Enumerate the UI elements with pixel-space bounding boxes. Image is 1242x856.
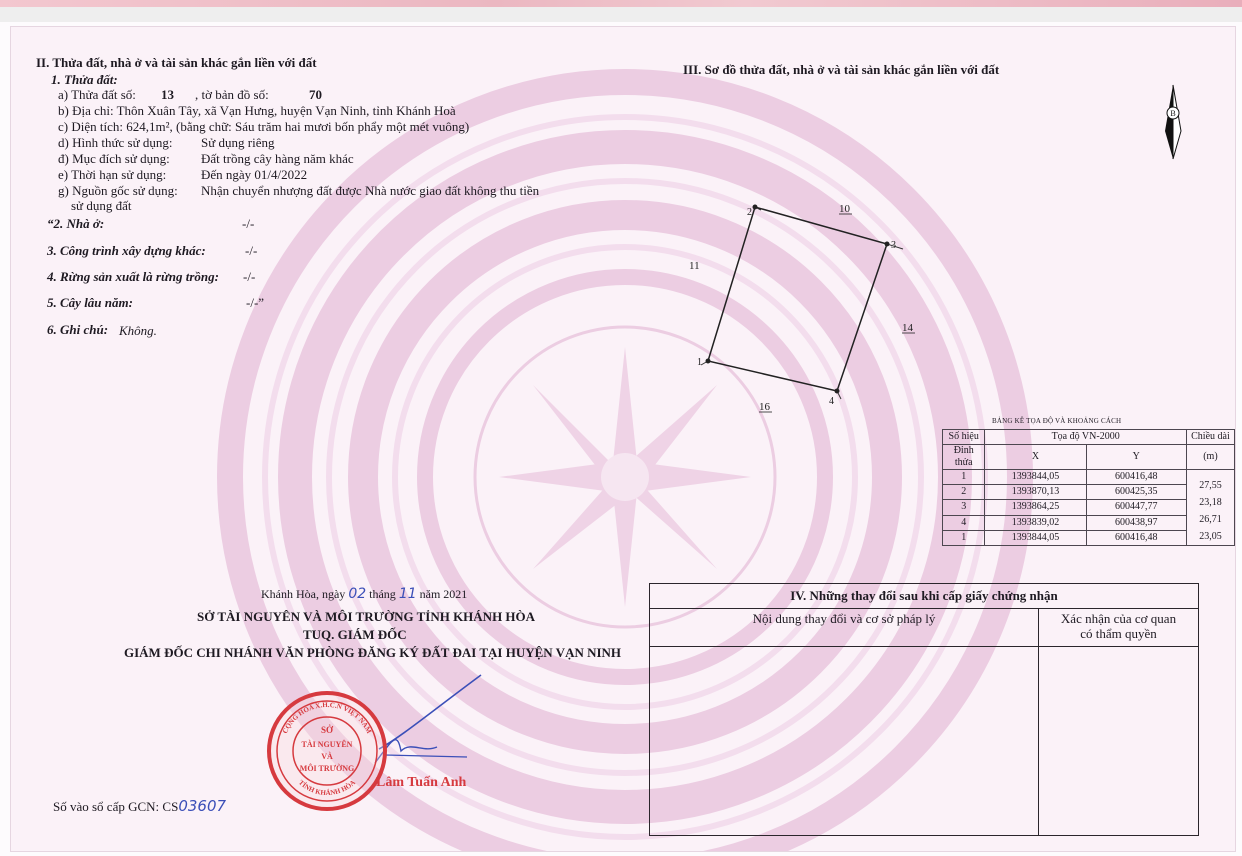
point-label-1: 1 <box>697 357 702 368</box>
coords-cell-x: 1393864,25 <box>985 500 1086 515</box>
coords-caption: BẢNG KÊ TỌA ĐỘ VÀ KHOẢNG CÁCH <box>992 417 1122 425</box>
coords-cell-y: 600416,48 <box>1086 530 1186 545</box>
use-form-value: Sử dụng riêng <box>201 135 275 150</box>
note-value: Không. <box>119 323 157 338</box>
forest-label: 4. Rừng sản xuất là rừng trồng: <box>47 269 219 284</box>
origin-label: g) Nguồn gốc sử dụng: <box>58 183 178 198</box>
point-label-2: 2 <box>747 207 752 218</box>
seal-line-3: VÀ <box>321 752 333 761</box>
coords-cell-y: 600438,97 <box>1086 515 1186 530</box>
coords-cell-point: 2 <box>943 485 985 500</box>
signer-name: Lâm Tuấn Anh <box>376 775 467 790</box>
point-label-4: 4 <box>829 396 834 407</box>
coords-cell-y: 600416,48 <box>1086 470 1186 485</box>
changes-header-confirm-line-1: Xác nhận của cơ quan <box>1060 611 1177 626</box>
parcel-diagram <box>651 55 1211 425</box>
top-edge-strip <box>0 0 1242 7</box>
use-form-label: d) Hình thức sử dụng: <box>58 135 173 150</box>
registry-number <box>53 799 226 814</box>
official-seal <box>265 689 389 813</box>
top-edge <box>0 0 1242 22</box>
coords-cell-x: 1393844,05 <box>985 470 1086 485</box>
changes-header-confirm <box>1039 609 1199 647</box>
coords-header-x: X <box>985 445 1086 470</box>
coords-lengths-cell <box>1186 470 1234 546</box>
adjacent-parcel-11: 11 <box>689 260 700 272</box>
use-purpose-label: đ) Mục đích sử dụng: <box>58 151 170 166</box>
section-3-title: III. Sơ đồ thửa đất, nhà ở và tài sản khác gắn liền với đất <box>683 62 1000 77</box>
parcel-number: 13 <box>161 87 174 102</box>
signature-mark <box>371 667 511 767</box>
construction-label: 3. Công trình xây dựng khác: <box>47 243 206 258</box>
changes-confirm-cell <box>1039 647 1199 836</box>
section-2-title: II. Thửa đất, nhà ở và tài sản khác gắn liền với đất <box>36 55 317 70</box>
north-label: B <box>1170 109 1176 118</box>
director-title: GIÁM ĐỐC CHI NHÁNH VĂN PHÒNG ĐĂNG KÝ ĐẤT ĐAI TẠI HUYỆN VẠN NINH <box>124 645 622 660</box>
coords-cell-point: 3 <box>943 500 985 515</box>
adjacent-parcel-14: 14 <box>902 322 913 334</box>
use-purpose-value: Đất trồng cây hàng năm khác <box>201 151 354 166</box>
coords-cell-x: 1393844,05 <box>985 530 1086 545</box>
coords-cell-point: 1 <box>943 470 985 485</box>
seal-line-1: SỞ <box>320 725 334 735</box>
signing-date <box>261 587 467 601</box>
parcel-outline <box>708 207 887 391</box>
use-term-value: Đến ngày 01/4/2022 <box>201 167 308 182</box>
length-2-3: 23,18 <box>1199 497 1222 508</box>
changes-header-content-label: Nội dung thay đổi và cơ sở pháp lý <box>752 611 936 626</box>
date-month: 11 <box>398 586 417 602</box>
registry-label: Số vào sổ cấp GCN: CS <box>53 799 179 814</box>
coordinates-table <box>942 429 1235 546</box>
origin-value-cont: sử dụng đất <box>71 198 132 213</box>
coords-cell-point: 1 <box>943 530 985 545</box>
seal-bottom-text: TỈNH KHÁNH HÒA <box>296 778 358 798</box>
land-heading: 1. Thửa đất: <box>51 72 118 87</box>
origin-value: Nhận chuyển nhượng đất được Nhà nước giao đất không thu tiền <box>201 183 540 198</box>
coords-cell-point: 4 <box>943 515 985 530</box>
tuq-title: TUQ. GIÁM ĐỐC <box>303 627 407 642</box>
area-line: c) Diện tích: 624,1m², (bằng chữ: Sáu trăm hai mươi bốn phẩy một mét vuông) <box>58 119 470 134</box>
seal-ring-text: CỘNG HÒA X.H.C.N VIỆT NAM <box>280 700 374 735</box>
note-label: 6. Ghi chú: <box>47 322 109 337</box>
north-arrow-icon <box>1165 85 1181 159</box>
use-term-label: e) Thời hạn sử dụng: <box>58 167 167 182</box>
perennial-value: -/-” <box>246 295 265 310</box>
issuing-org: SỞ TÀI NGUYÊN VÀ MÔI TRƯỜNG TỈNH KHÁNH HÒA <box>197 609 536 624</box>
map-sheet-number: 70 <box>309 87 322 102</box>
coords-cell-x: 1393870,13 <box>985 485 1086 500</box>
forest-value: -/- <box>243 269 256 284</box>
section-4-title: IV. Những thay đổi sau khi cấp giấy chứng nhận <box>650 584 1199 609</box>
coords-cell-y: 600425,35 <box>1086 485 1186 500</box>
date-year: năm 2021 <box>419 587 468 601</box>
length-4-1: 23,05 <box>1199 531 1222 542</box>
changes-header-content <box>650 609 1039 647</box>
coords-header-length-unit: (m) <box>1186 445 1234 470</box>
perennial-label: 5. Cây lâu năm: <box>47 295 133 310</box>
map-sheet-label: , tờ bản đồ số: <box>195 87 269 102</box>
coords-header-system: Tọa độ VN-2000 <box>985 430 1187 445</box>
house-value: -/- <box>242 216 255 231</box>
coords-header-y: Y <box>1086 445 1186 470</box>
date-prefix: Khánh Hòa, ngày <box>261 587 346 601</box>
address-line: b) Địa chỉ: Thôn Xuân Tây, xã Vạn Hưng, huyện Vạn Ninh, tỉnh Khánh Hoà <box>58 103 456 118</box>
adjacent-parcel-10: 10 <box>839 203 850 215</box>
seal-line-2: TÀI NGUYÊN <box>301 740 353 749</box>
coords-cell-x: 1393839,02 <box>985 515 1086 530</box>
coords-cell-y: 600447,77 <box>1086 500 1186 515</box>
changes-table <box>649 583 1199 836</box>
changes-header-confirm-line-2: có thẩm quyền <box>1080 626 1157 641</box>
adjacent-parcel-16: 16 <box>759 401 770 413</box>
construction-value: -/- <box>245 243 258 258</box>
changes-content-cell <box>650 647 1039 836</box>
coords-header-length: Chiều dài <box>1186 430 1234 445</box>
certificate-page <box>10 26 1236 852</box>
date-month-label: tháng <box>369 587 396 601</box>
parcel-number-label: a) Thửa đất số: <box>58 87 136 102</box>
coords-header-point: Số hiệu <box>943 430 985 445</box>
length-1-2: 27,55 <box>1199 480 1222 491</box>
table-row <box>943 470 1235 485</box>
point-label-3: 3 <box>891 240 896 251</box>
house-label: “2. Nhà ở: <box>47 216 105 231</box>
coords-header-point-2: Đỉnh thửa <box>943 445 985 470</box>
date-day: 02 <box>348 586 367 602</box>
registry-value: 03607 <box>178 797 227 815</box>
seal-line-4: MÔI TRƯỜNG <box>299 764 355 773</box>
length-3-4: 26,71 <box>1199 514 1222 525</box>
